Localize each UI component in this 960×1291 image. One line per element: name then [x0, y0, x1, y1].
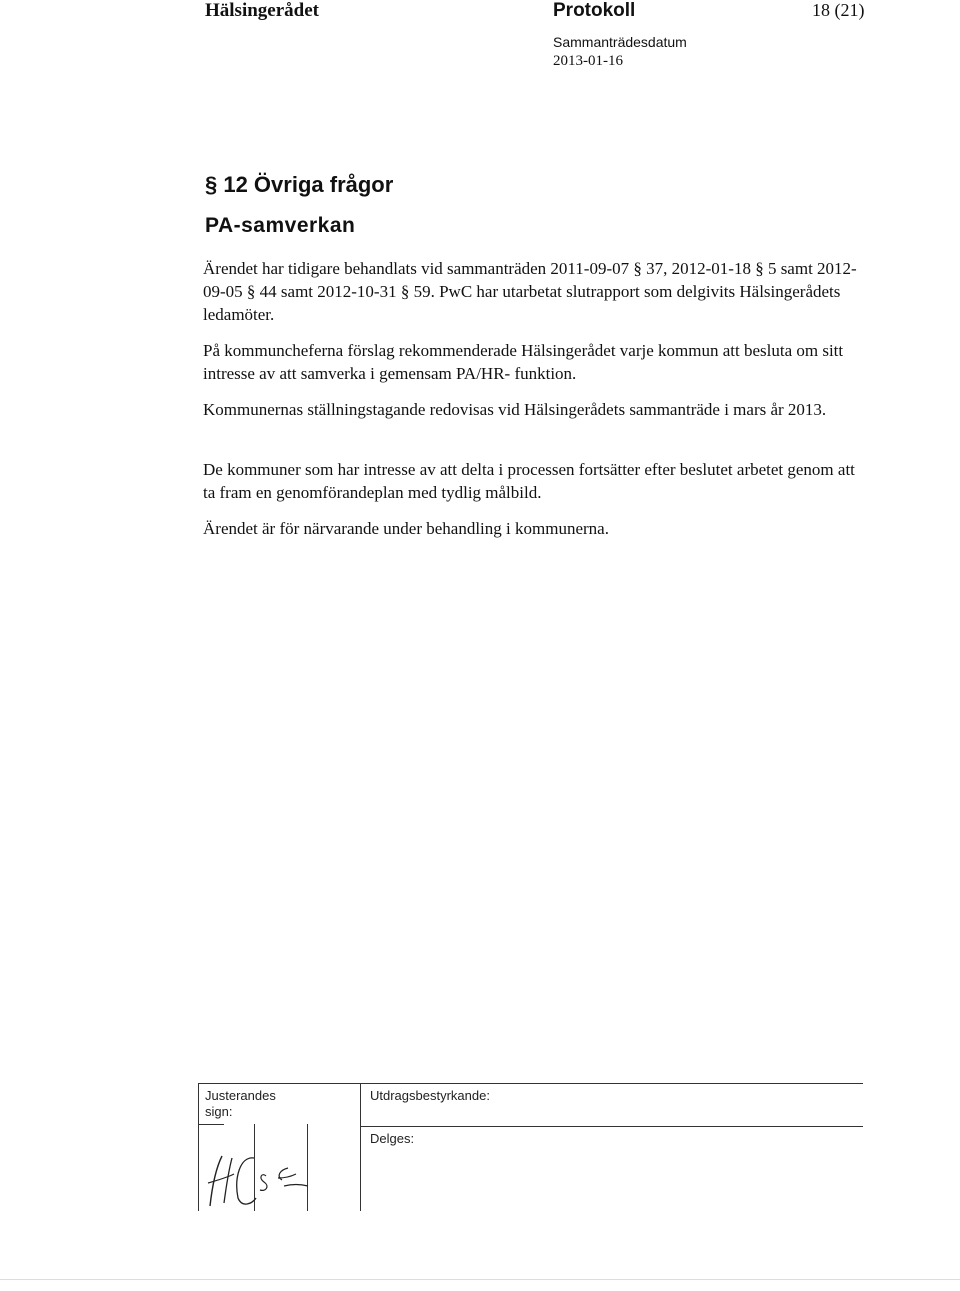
utdragsbestyrkande-label: Utdragsbestyrkande:: [370, 1088, 490, 1103]
footer-sign-rule: [198, 1124, 224, 1125]
justerandes-label: Justerandes: [205, 1088, 276, 1103]
paragraph-3: Kommunernas ställningstagande redovisas vid Hälsingerådets sammanträde i mars år 2013.: [203, 400, 827, 419]
footer-left-border: [198, 1083, 199, 1211]
footer-mid-rule: [360, 1126, 863, 1127]
document-type: Protokoll: [553, 0, 636, 21]
page-number: 18 (21): [812, 0, 865, 20]
section-title: § 12 Övriga frågor: [205, 172, 394, 197]
sign-label: sign:: [205, 1104, 233, 1119]
paragraph-5: Ärendet är för närvarande under behandling i kommunerna.: [203, 519, 609, 538]
footer-top-rule: [198, 1083, 863, 1084]
paragraph-4: De kommuner som har intresse av att delta i processen fortsätter efter beslutet arbetet genom att ta fram en genomförandeplan med tydlig målbild.: [203, 460, 855, 502]
meeting-date: 2013-01-16: [553, 53, 623, 69]
section-subtitle: PA-samverkan: [205, 214, 356, 237]
paragraph-1: Ärendet har tidigare behandlats vid sammanträden 2011-09-07 § 37, 2012-01-18 § 5 samt 2012-09-05 § 44 samt 2012-10-31 § 59. PwC har utarbetat slutrapport som delgivits Hälsingerådets ledamöter.: [203, 259, 857, 324]
page-bottom-rule: [0, 1279, 960, 1280]
handwritten-signature: [200, 1128, 320, 1213]
date-label: Sammanträdesdatum: [553, 34, 687, 50]
organization-name: Hälsingerådet: [205, 0, 319, 21]
footer-divider: [360, 1083, 361, 1211]
delges-label: Delges:: [370, 1131, 415, 1146]
paragraph-2: På kommuncheferna förslag rekommenderade Hälsingerådet varje kommun att besluta om sitt intresse av att samverka i gemensam PA/HR- funktion.: [203, 341, 844, 383]
